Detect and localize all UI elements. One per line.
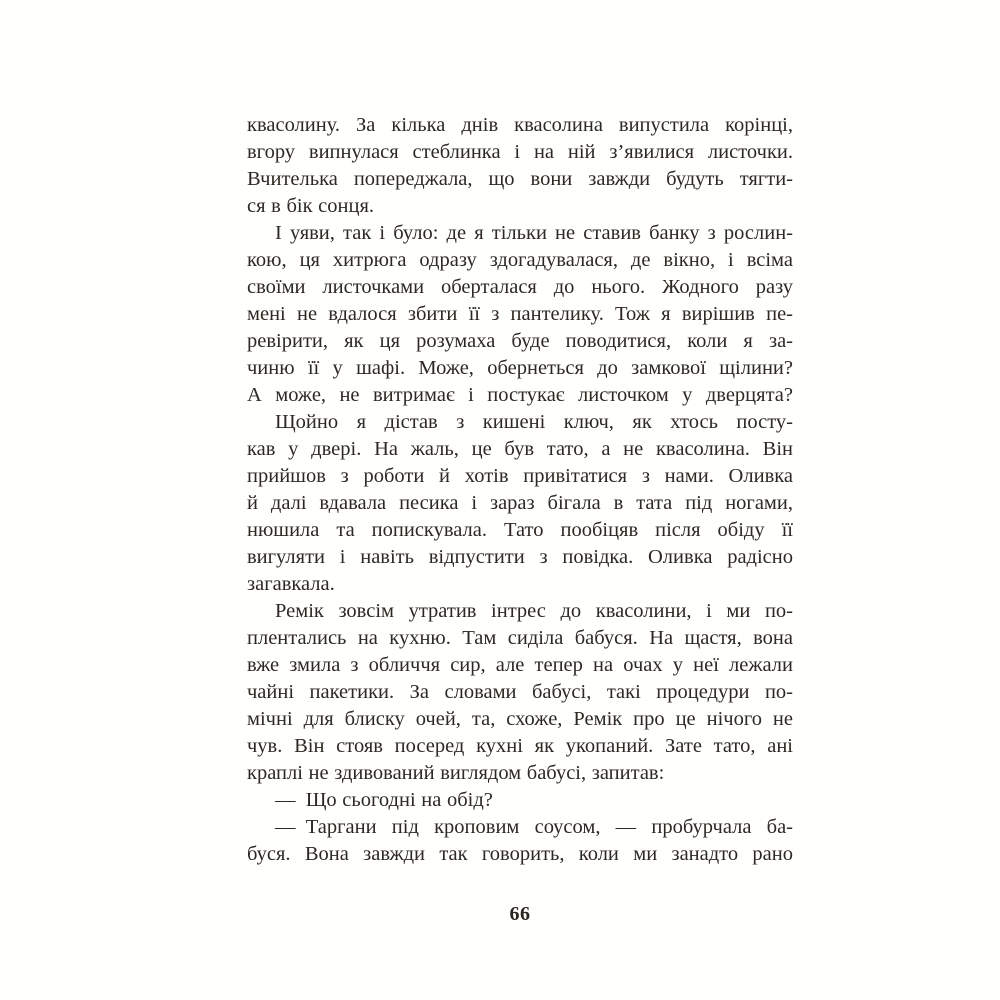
text-line: мені не вдалося збити її з пантелику. Тож я вирішив пе- xyxy=(247,303,793,325)
text-line: нюшила та попискувала. Тато пообіцяв після обіду її xyxy=(247,519,793,541)
text-line: й далі вдавала песика і зараз бігала в тата під ногами, xyxy=(247,492,793,514)
body-text xyxy=(247,112,793,868)
text-line: ся в бік сонця. xyxy=(247,195,375,217)
text-line: — Що сьогодні на обід? xyxy=(275,789,493,811)
text-line: краплі не здивований виглядом бабусі, запитав: xyxy=(247,762,665,784)
text-line: Ремік зовсім утратив інтрес до квасолини, і ми по- xyxy=(275,600,793,622)
text-line: — Таргани під кроповим соусом, — пробурчала ба- xyxy=(275,816,793,838)
page-number: 66 xyxy=(509,903,531,925)
text-line: кою, ця хитрюга одразу здогадувалася, де вікно, і всіма xyxy=(247,249,793,271)
text-line: вигуляти і навіть відпустити з повідка. Оливка радісно xyxy=(247,546,793,568)
text-line: І уяви, так і було: де я тільки не ставив банку з рослин- xyxy=(275,222,793,244)
text-line: прийшов з роботи й хотів привітатися з нами. Оливка xyxy=(247,465,793,487)
text-line: вже змила з обличчя сир, але тепер на очах у неї лежали xyxy=(247,654,793,676)
text-line: квасолину. За кілька днів квасолина випустила корінці, xyxy=(247,114,793,136)
text-line: буся. Вона завжди так говорить, коли ми занадто рано xyxy=(247,843,793,865)
text-line: мічні для блиску очей, та, схоже, Ремік про це нічого не xyxy=(247,708,793,730)
text-line: Щойно я дістав з кишені ключ, як хтось посту- xyxy=(275,411,793,433)
text-line: чайні пакетики. За словами бабусі, такі процедури по- xyxy=(247,681,793,703)
text-line: А може, не витримає і постукає листочком у дверцята? xyxy=(247,384,793,406)
text-line: кав у двері. На жаль, це був тато, а не квасолина. Він xyxy=(247,438,793,460)
text-line: чиню її у шафі. Може, обернеться до замкової щілини? xyxy=(247,357,793,379)
text-line: загавкала. xyxy=(247,573,335,595)
text-line: вгору випнулася стеблинка і на ній з’явилися листочки. xyxy=(247,141,793,163)
text-line: Вчителька попереджала, що вони завжди будуть тягти- xyxy=(247,168,793,190)
text-line: своїми листочками оберталася до нього. Жодного разу xyxy=(247,276,793,298)
text-line: плентались на кухню. Там сиділа бабуся. На щастя, вона xyxy=(247,627,793,649)
text-line: ревірити, як ця розумаха буде поводитися, коли я за- xyxy=(247,330,793,352)
text-line: чув. Він стояв посеред кухні як укопаний. Зате тато, ані xyxy=(247,735,793,757)
